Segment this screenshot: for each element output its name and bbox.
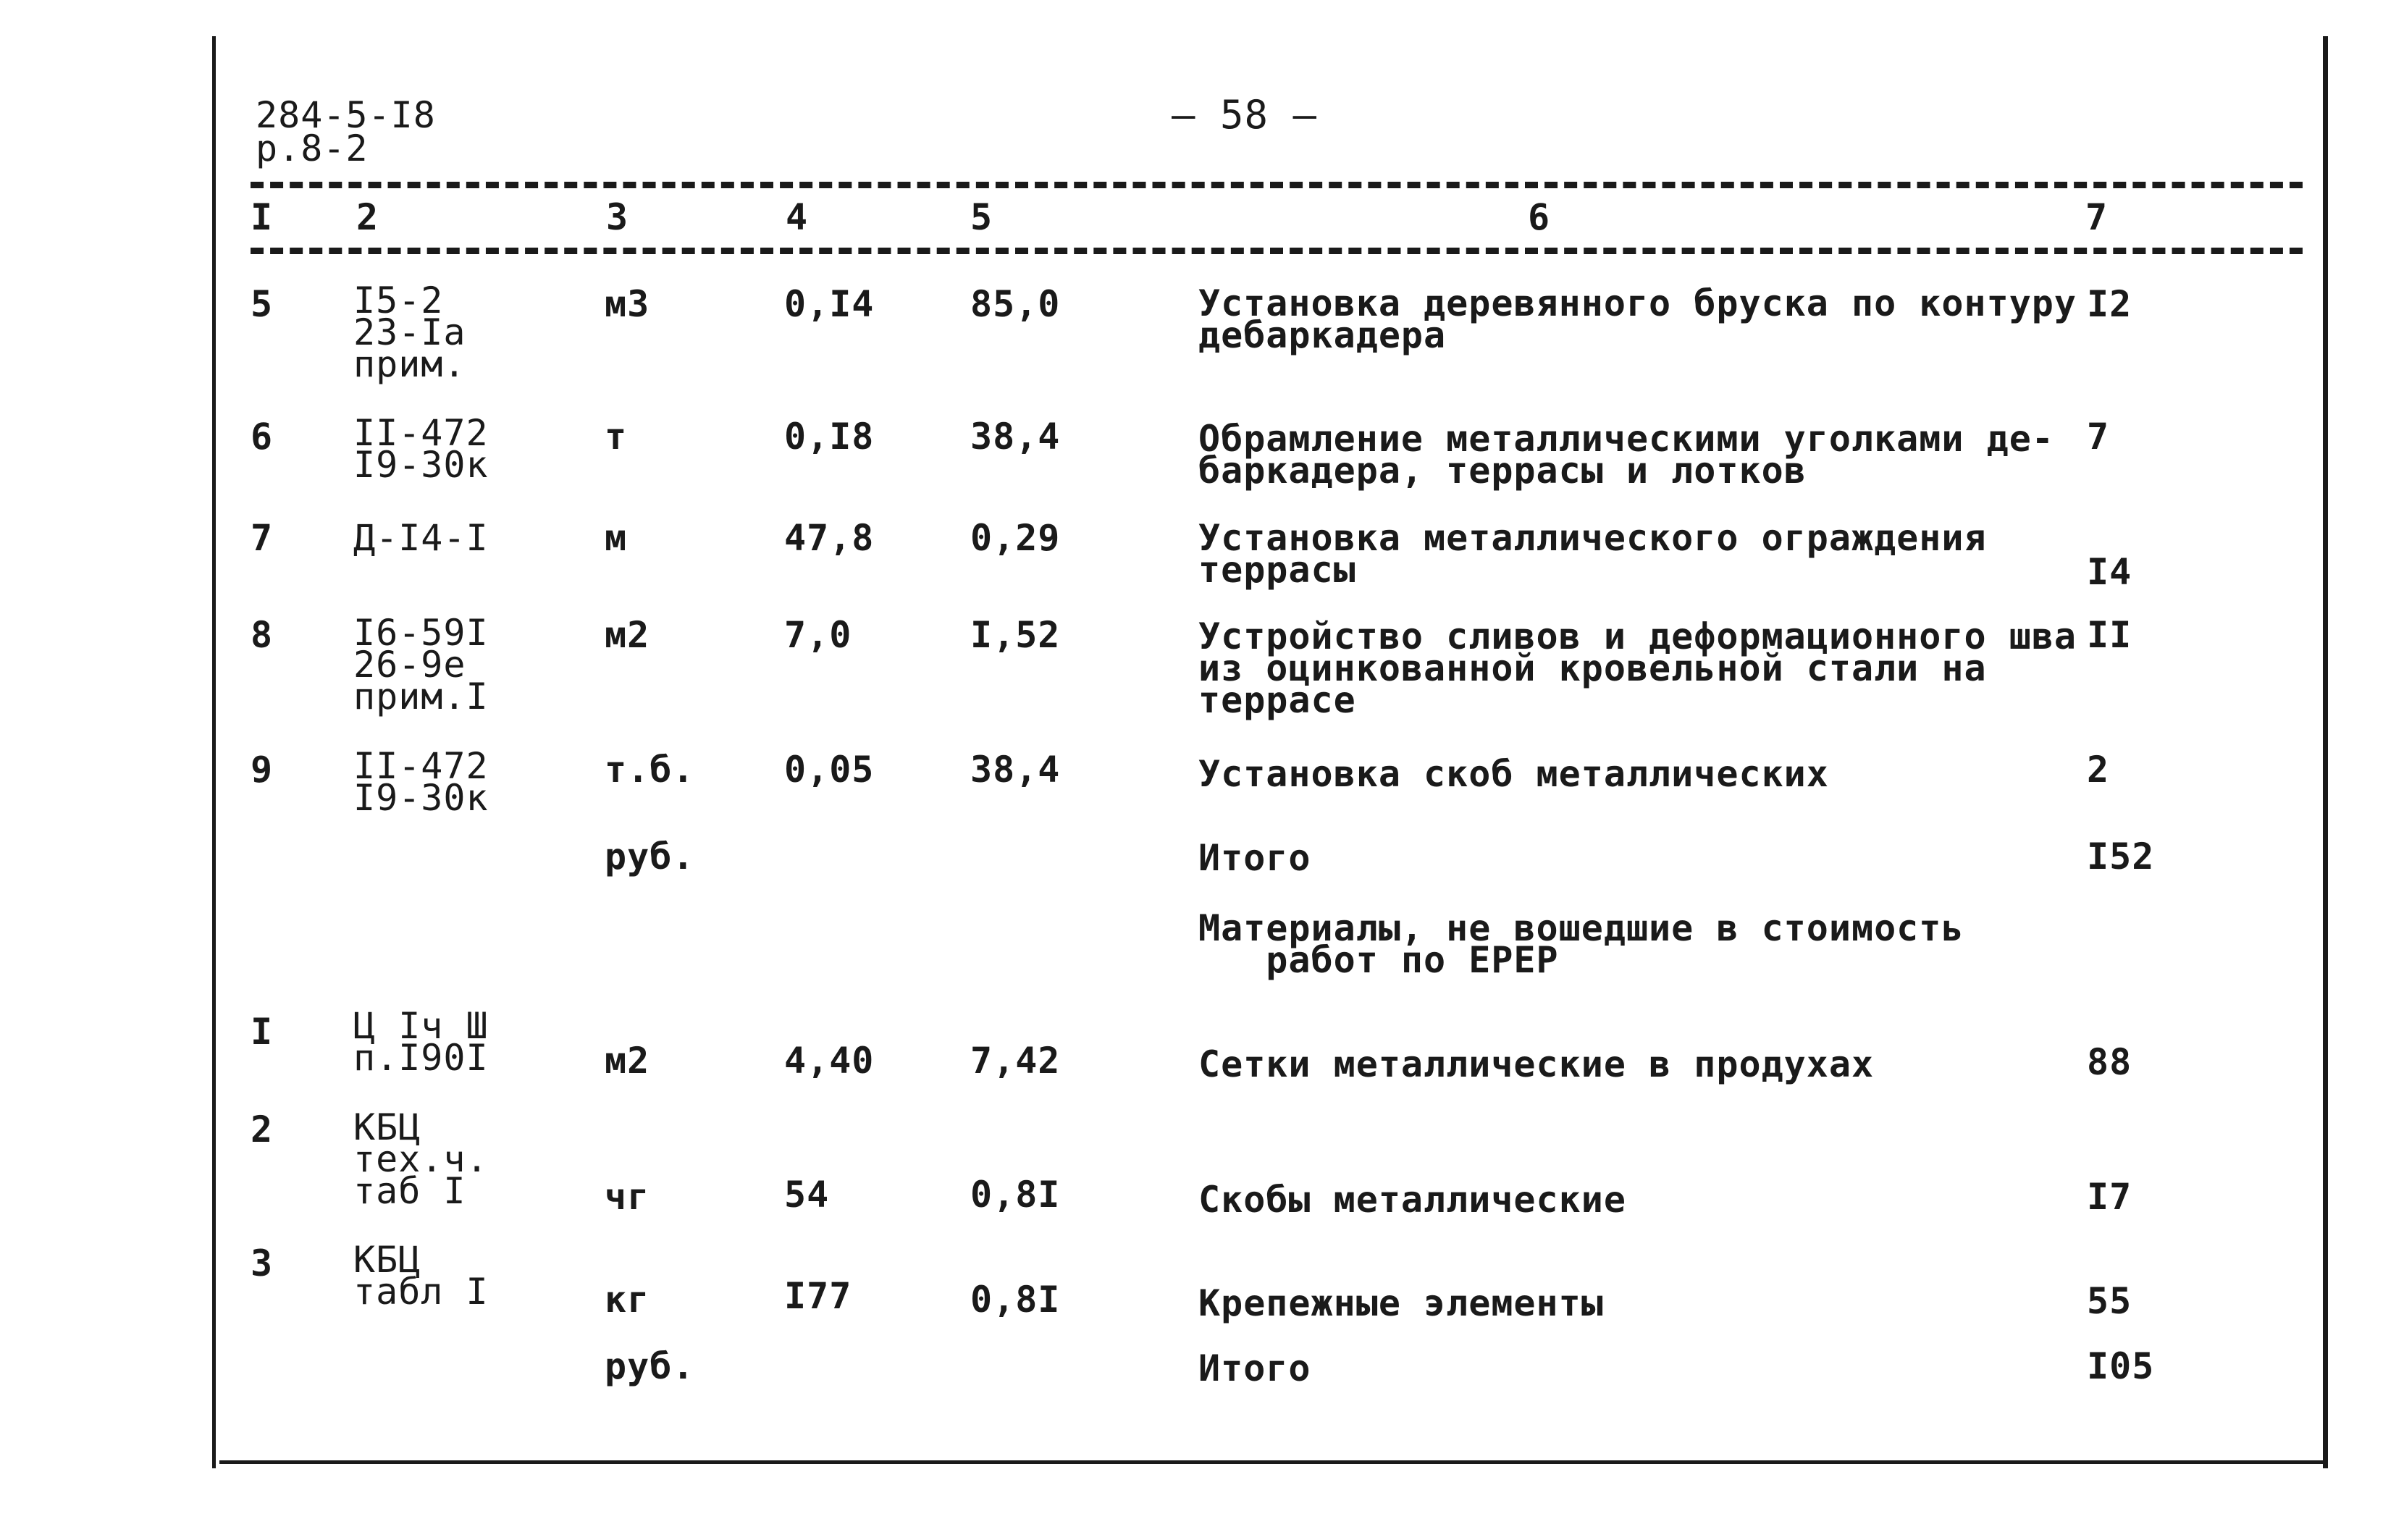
row-total: 88	[2087, 1041, 2132, 1083]
column-header-1: I	[251, 196, 274, 238]
row-number: 7	[251, 517, 274, 559]
row-code: II-472 I9-30к	[353, 745, 489, 819]
row-price: 0,8I	[970, 1174, 1061, 1216]
column-header-2: 2	[356, 196, 379, 238]
header-bottom-rule	[251, 248, 2303, 254]
row-number: 5	[251, 283, 274, 325]
row-code: Ц Iч Ш п.I90I	[353, 1005, 489, 1079]
row-code: II-472 I9-30к	[353, 412, 489, 486]
row-price: 0,8I	[970, 1279, 1061, 1321]
row-price: 38,4	[970, 749, 1061, 791]
document-code: 284-5-I8	[256, 94, 436, 136]
row-price: 38,4	[970, 416, 1061, 458]
row-total: 2	[2087, 749, 2110, 791]
row-description: Установка деревянного бруска по контуру дебаркадера	[1198, 282, 2077, 356]
row-quantity: 0,I4	[784, 283, 875, 325]
row-description: Крепежные элементы	[1198, 1282, 1604, 1324]
row-code: КБЦ табл I	[353, 1239, 489, 1313]
subtotal-label: Итого	[1198, 837, 1311, 879]
row-quantity: 54	[784, 1174, 830, 1216]
row-code: КБЦ тех.ч. таб I	[353, 1106, 489, 1212]
row-price: I,52	[970, 614, 1061, 656]
subtotal-label: Итого	[1198, 1347, 1311, 1389]
row-unit: м	[605, 517, 628, 559]
column-header-6: 6	[1528, 196, 1551, 238]
subtotal-value: I52	[2087, 836, 2155, 878]
row-total: 55	[2087, 1280, 2132, 1322]
row-quantity: 7,0	[784, 614, 852, 656]
row-quantity: 4,40	[784, 1040, 875, 1082]
row-number: I	[251, 1011, 274, 1053]
subtotal-value: I05	[2087, 1345, 2155, 1387]
subtotal-unit: руб.	[605, 1345, 695, 1387]
row-unit: чг	[605, 1176, 650, 1218]
row-description: Скобы металлические	[1198, 1179, 1626, 1221]
frame-bottom-border	[219, 1460, 2326, 1464]
frame-left-border	[212, 36, 216, 1468]
row-description: Установка металлического ограждения террасы	[1198, 517, 1987, 591]
row-code: I6-59I 26-9е прим.I	[353, 612, 489, 718]
table-top-rule	[251, 182, 2303, 188]
row-code: I5-2 23-Iа прим.	[353, 279, 466, 385]
row-description: Обрамление металлическими уголками де- баркадера, террасы и лотков	[1198, 418, 2054, 492]
column-header-5: 5	[970, 196, 993, 238]
row-quantity: 0,I8	[784, 416, 875, 458]
row-total: I2	[2087, 283, 2132, 325]
row-description: Сетки металлические в продухах	[1198, 1043, 1875, 1085]
row-quantity: 0,05	[784, 749, 875, 791]
subtotal-unit: руб.	[605, 836, 695, 878]
row-price: 0,29	[970, 517, 1061, 559]
row-description: Установка скоб металлических	[1198, 753, 1829, 795]
row-price: 7,42	[970, 1040, 1061, 1082]
row-price: 85,0	[970, 283, 1061, 325]
document-section: р.8-2	[256, 127, 369, 169]
row-number: 8	[251, 614, 274, 656]
row-total: 7	[2087, 416, 2110, 458]
row-unit: м3	[605, 283, 650, 325]
row-number: 2	[251, 1108, 274, 1150]
row-unit: т.б.	[605, 749, 695, 791]
materials-section-heading: Материалы, не вошедшие в стоимость работ по ЕРЕР	[1198, 907, 1964, 981]
row-unit: т	[605, 416, 628, 458]
column-header-4: 4	[786, 196, 809, 238]
row-quantity: 47,8	[784, 517, 875, 559]
row-total: I7	[2087, 1176, 2132, 1218]
row-quantity: I77	[784, 1275, 852, 1317]
row-total: II	[2087, 614, 2132, 656]
row-code: Д-I4-I	[353, 517, 489, 559]
row-unit: кг	[605, 1279, 650, 1321]
column-header-3: 3	[606, 196, 629, 238]
row-total: I4	[2087, 551, 2132, 593]
column-header-7: 7	[2085, 196, 2109, 238]
page-number: — 58 —	[1172, 92, 1318, 138]
frame-right-border	[2323, 36, 2328, 1468]
row-unit: м2	[605, 614, 650, 656]
row-number: 6	[251, 416, 274, 458]
row-number: 9	[251, 749, 274, 791]
row-description: Устройство сливов и деформационного шва из оцинкованной кровельной стали на террасе	[1198, 615, 2077, 721]
row-number: 3	[251, 1242, 274, 1284]
row-unit: м2	[605, 1040, 650, 1082]
